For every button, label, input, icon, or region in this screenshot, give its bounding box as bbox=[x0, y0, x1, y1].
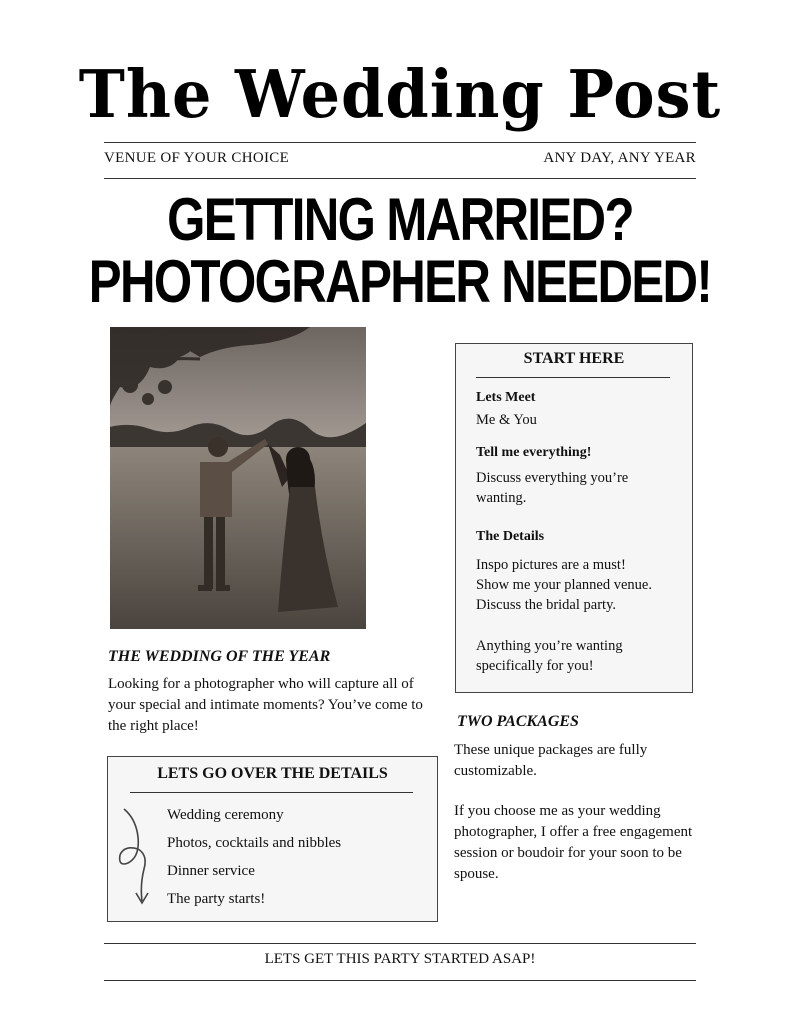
details-item: Wedding ceremony bbox=[167, 807, 284, 823]
headline-line-2: PHOTOGRAPHER NEEDED! bbox=[88, 248, 712, 315]
section-line: Inspo pictures are a must! bbox=[476, 557, 626, 573]
section-text: Discuss everything you’re wanting. bbox=[476, 470, 629, 506]
footer-text: LETS GET THIS PARTY STARTED ASAP! bbox=[264, 951, 536, 967]
start-here-divider bbox=[476, 377, 670, 378]
section-heading: Lets Meet bbox=[476, 390, 536, 405]
packages-text-1: These unique packages are fully customizable. bbox=[454, 742, 648, 779]
details-item: Photos, cocktails and nibbles bbox=[167, 835, 342, 851]
footer-divider-top bbox=[104, 943, 696, 944]
details-item: Dinner service bbox=[167, 863, 255, 879]
headline-line-1: GETTING MARRIED? bbox=[167, 186, 633, 253]
closing-text: Anything you’re wanting specifically for you! bbox=[476, 638, 623, 674]
packages-heading: TWO PACKAGES bbox=[457, 713, 579, 730]
section-heading: Tell me everything! bbox=[476, 445, 592, 460]
feature-text: Looking for a photographer who will capture all of your special and intimate moments? You’ve come to the right place! bbox=[108, 676, 423, 734]
section-text: Me & You bbox=[476, 412, 537, 428]
masthead-divider-bottom bbox=[104, 178, 696, 179]
details-box-title: LETS GO OVER THE DETAILS bbox=[157, 765, 388, 782]
details-item: The party starts! bbox=[167, 891, 266, 907]
section-heading: The Details bbox=[476, 529, 545, 544]
section-line: Show me your planned venue. bbox=[476, 577, 652, 593]
masthead-divider-top bbox=[104, 142, 696, 143]
start-here-box bbox=[455, 343, 693, 693]
packages-text-2: If you choose me as your wedding photographer, I offer a free engagement session or boudoir for your soon to be spouse. bbox=[454, 803, 693, 882]
date-label: ANY DAY, ANY YEAR bbox=[543, 150, 696, 166]
couple-photo bbox=[110, 327, 366, 629]
section-line: Discuss the bridal party. bbox=[476, 597, 617, 613]
curly-arrow-icon bbox=[114, 807, 154, 907]
masthead-title: The Wedding Post bbox=[78, 56, 722, 133]
venue-label: VENUE OF YOUR CHOICE bbox=[104, 150, 290, 166]
details-box-divider bbox=[130, 792, 413, 793]
footer-divider-bottom bbox=[104, 980, 696, 981]
start-here-title: START HERE bbox=[523, 350, 625, 367]
details-box bbox=[107, 756, 438, 922]
feature-heading: THE WEDDING OF THE YEAR bbox=[108, 648, 331, 665]
